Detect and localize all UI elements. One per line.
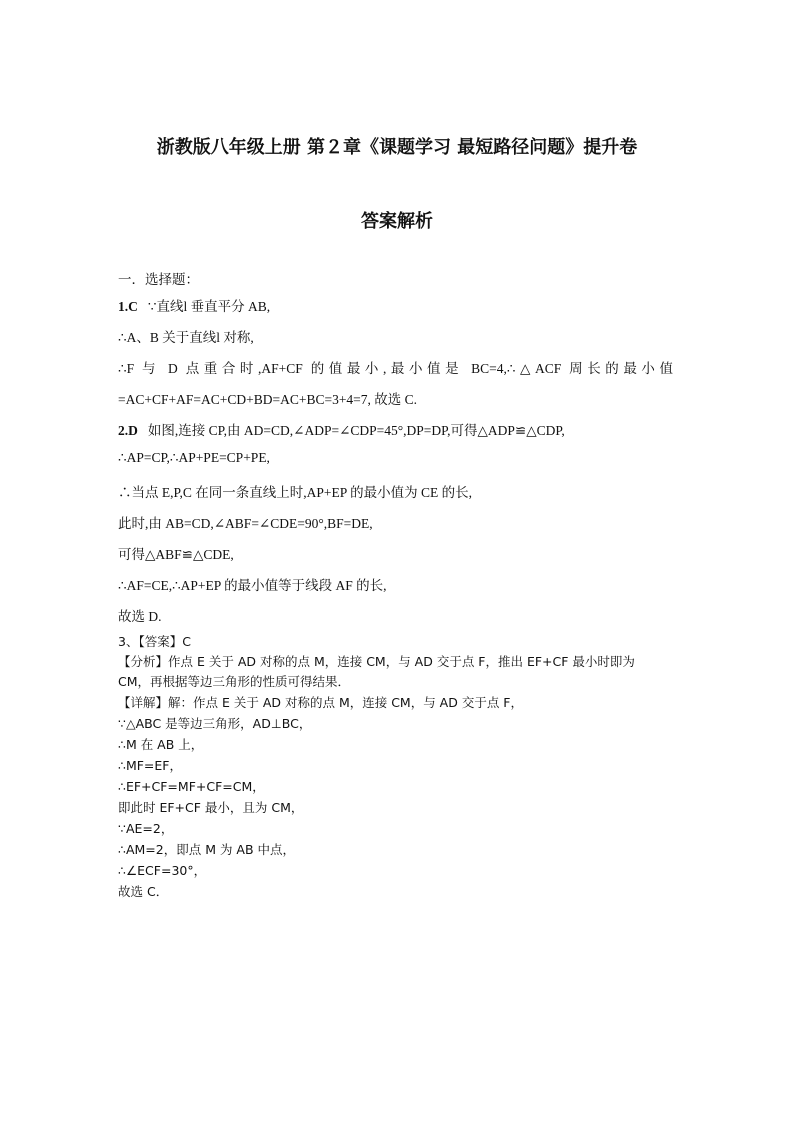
- q2-line-1: [118, 419, 565, 439]
- q1-line-3: ∴F 与 D 点重合时,AF+CF 的值最小,最小值是 BC=4,∴△ACF 周长的最小值: [118, 361, 673, 376]
- q3-detail-5: ∴EF+CF=MF+CF=CM，: [118, 779, 265, 794]
- q3-detail-2: ∵△ABC 是等边三角形，AD⊥BC，: [118, 716, 312, 731]
- q2-line-7: 故选 D.: [118, 609, 162, 624]
- q3-detail-4: ∴MF=EF，: [118, 758, 182, 773]
- q1-number: 1.C: [118, 299, 138, 314]
- q3-answer: 3、【答案】C: [118, 634, 191, 649]
- q3-analysis-1: 【分析】作点 E 关于 AD 对称的点 M，连接 CM，与 AD 交于点 F，推出 EF+CF 最小时即为: [118, 654, 635, 669]
- section-heading: 一．选择题：: [118, 272, 199, 287]
- q1-line-4: =AC+CF+AF=AC+CD+BD=AC+BC=3+4=7, 故选 C.: [118, 392, 418, 407]
- q3-detail-3: ∴M 在 AB 上，: [118, 737, 204, 752]
- q2-number: 2.D: [118, 423, 138, 438]
- q2-line-5: 可得△ABF≌△CDE,: [118, 547, 234, 562]
- document-subtitle: 答案解析: [361, 211, 433, 232]
- q3-detail-7: ∵AE=2，: [118, 821, 174, 836]
- q3-analysis-2: CM，再根据等边三角形的性质可得结果．: [118, 674, 351, 689]
- q3-detail-6: 即此时 EF+CF 最小，且为 CM，: [118, 800, 304, 815]
- q3-detail-1: 【详解】解：作点 E 关于 AD 对称的点 M，连接 CM，与 AD 交于点 F，: [118, 695, 523, 710]
- q1-line-2: ∴A、B 关于直线l 对称,: [118, 330, 254, 345]
- q3-detail-8: ∴AM=2，即点 M 为 AB 中点，: [118, 842, 296, 857]
- q3-detail-9: ∴∠ECF=30°，: [118, 863, 207, 878]
- q2-text-1: 如图,连接 CP,由 AD=CD,∠ADP=∠CDP=45°,DP=DP,可得△ADP≌△CDP,: [147, 423, 565, 438]
- q2-line-6: ∴AF=CE,∴AP+EP 的最小值等于线段 AF 的长,: [118, 578, 387, 593]
- q2-line-2: ∴AP=CP,∴AP+PE=CP+PE,: [118, 450, 270, 465]
- q1-text-1: ∵直线l 垂直平分 AB,: [147, 299, 271, 314]
- document-title: 浙教版八年级上册 第２章《课题学习 最短路径问题》提升卷: [156, 137, 638, 158]
- q3-detail-10: 故选 C．: [118, 884, 169, 899]
- q2-line-3: ∴当点 E,P,C 在同一条直线上时,AP+EP 的最小值为 CE 的长,: [118, 485, 473, 500]
- q1-line-1: [118, 295, 270, 315]
- q2-line-4: 此时,由 AB=CD,∠ABF=∠CDE=90°,BF=DE,: [118, 516, 373, 531]
